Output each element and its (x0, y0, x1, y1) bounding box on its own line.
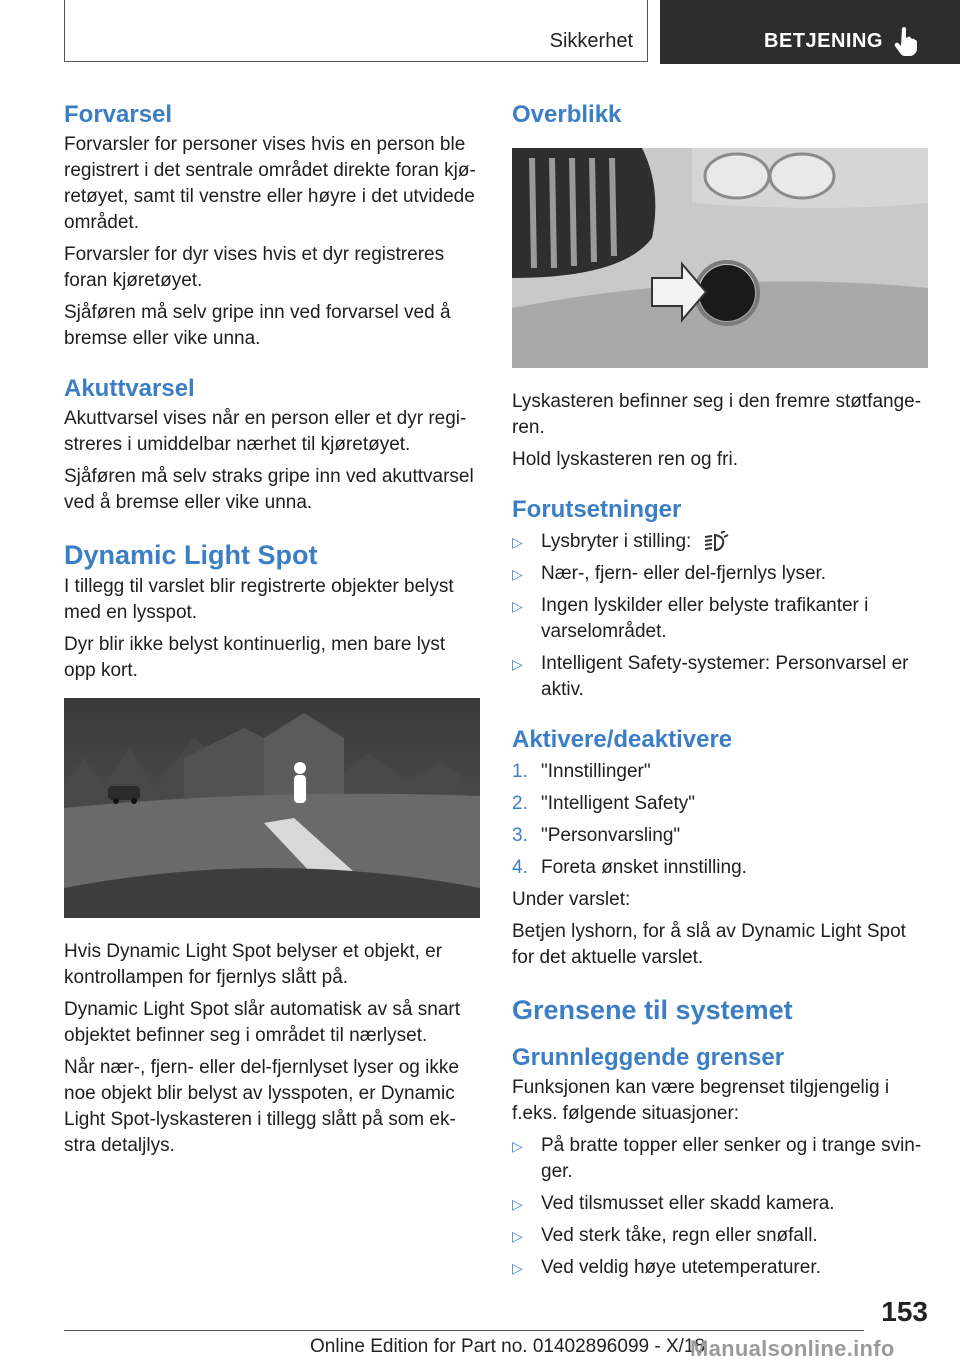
paragraph: Sjåføren må selv gripe inn ved forvarsel ved å bremse eller vike unna. (64, 302, 451, 349)
list-item: ▷ På bratte topper eller senker og i trange svinger. (512, 1135, 922, 1182)
heading-dynamic-light-spot: Dynamic Light Spot (64, 540, 318, 570)
paragraph: Dynamic Light Spot slår automatisk av så snart objektet befinner seg i området til nærlyset. (64, 999, 461, 1046)
paragraph: Forvarsler for dyr vises hvis et dyr registreres foran kjøretøyet. (64, 244, 445, 291)
heading-forvarsel: Forvarsel (64, 101, 173, 128)
list-item: ▷ Ved veldig høye utetemperaturer. (512, 1257, 821, 1278)
list-item: 2. "Intelligent Safety" (512, 793, 695, 814)
heading-aktivere: Aktivere/deaktivere (512, 726, 733, 753)
limits-list (512, 1133, 928, 1281)
list-item: 3. "Personvarsling" (512, 825, 681, 846)
section-title: Sikkerhet (549, 30, 633, 52)
watermark: Manualsonline.info (690, 1336, 895, 1361)
heading-grunnleggende: Grunnleggende grenser (512, 1044, 785, 1071)
paragraph: Funksjonen kan være begrenset tilgjengelig i f.eks. følgende situasjoner: (512, 1077, 890, 1124)
night-road-illustration (64, 698, 480, 923)
list-item: ▷ Intelligent Safety-systemer: Personvarsel er aktiv. (512, 653, 909, 700)
list-item: 4. Foreta ønsket innstilling. (512, 857, 747, 878)
requirements-list (512, 529, 928, 703)
paragraph: Under varslet: (512, 889, 631, 910)
page-header (0, 0, 960, 66)
heading-grensene: Grensene til systemet (512, 995, 793, 1025)
paragraph: Når nær-, fjern- eller del-fjernlyset lyser og ikke noe objekt blir belyst av lysspoten, er Dynamic Light Spot-lyskasteren i tillegg slått på som ekstra detaljlys. (64, 1057, 459, 1156)
section-tab (64, 0, 648, 62)
page-number: 153 (881, 1296, 928, 1327)
list-item: ▷ Ved tilsmusset eller skadd kamera. (512, 1193, 835, 1214)
right-column (512, 100, 928, 1287)
list-item: ▷ Ved sterk tåke, regn eller snøfall. (512, 1225, 818, 1246)
paragraph: Sjåføren må selv straks gripe inn ved akuttvarsel ved å bremse eller vike unna. (64, 466, 474, 513)
left-column (64, 100, 480, 1159)
footer-divider (64, 1330, 864, 1331)
paragraph: Dyr blir ikke belyst kontinuerlig, men bare lyst opp kort. (64, 634, 446, 681)
heading-overblikk: Overblikk (512, 101, 622, 128)
paragraph: Lyskasteren befinner seg i den fremre støtfangeren. (512, 391, 922, 438)
heading-forutsetninger: Forutsetninger (512, 496, 682, 523)
paragraph: Betjen lyshorn, for å slå av Dynamic Light Spot for det aktuelle varslet. (512, 921, 906, 968)
paragraph: Akuttvarsel vises når en person eller et dyr registreres i umiddelbar nærhet til kjøretøyet. (64, 408, 467, 455)
list-item: 1. "Innstillinger" (512, 761, 651, 782)
hand-pointer-icon (894, 26, 918, 56)
steps-list (512, 759, 928, 881)
list-item: ▷ Nær-, fjern- eller del-fjernlys lyser. (512, 563, 827, 584)
paragraph: Hold lyskasteren ren og fri. (512, 449, 738, 470)
list-item: ▷ Ingen lyskilder eller belyste trafikanter i varselområdet. (512, 595, 869, 642)
chapter-title: BETJENING (764, 30, 883, 52)
list-item: ▷ Lysbryter i stilling: (512, 529, 928, 555)
paragraph: I tillegg til varslet blir registrerte objekter belyst med en lysspot. (64, 576, 454, 623)
paragraph: Hvis Dynamic Light Spot belyser et objekt, er kontrollampen for fjernlys slått på. (64, 941, 443, 988)
edition-text: Online Edition for Part no. 01402896099 - X/18 (310, 1336, 706, 1357)
auto-headlight-switch-icon (703, 531, 729, 553)
front-bumper-illustration (512, 148, 928, 373)
heading-akuttvarsel: Akuttvarsel (64, 375, 195, 402)
paragraph: Forvarsler for personer vises hvis en person ble registrert i det sentrale området direkte foran kjøretøyet, samt til venstre eller høyre i det utvidede området. (64, 134, 476, 233)
